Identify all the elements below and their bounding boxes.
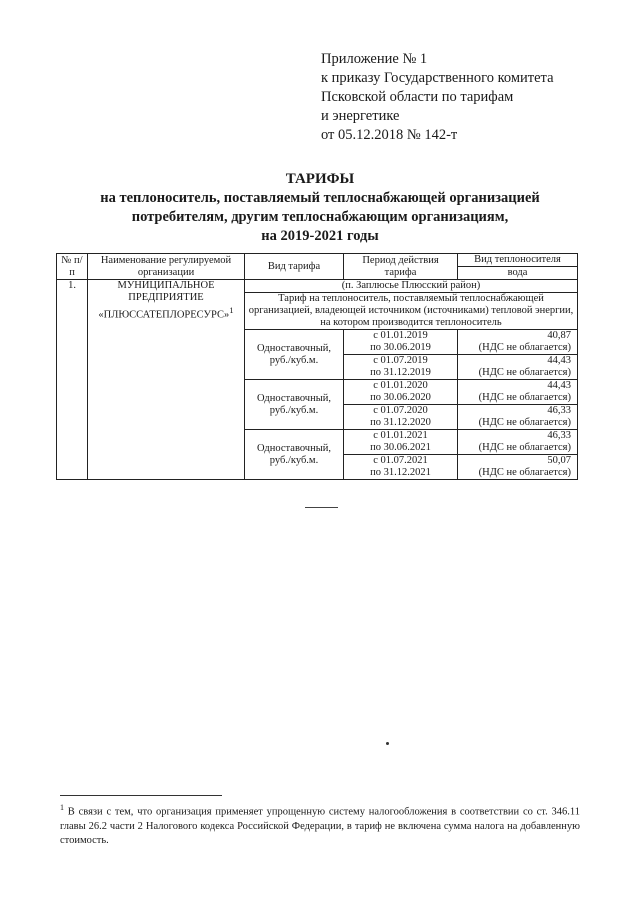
footnote-mark: 1 xyxy=(60,803,64,812)
period-to: по 30.06.2020 xyxy=(370,392,431,403)
appendix-line: от 05.12.2018 № 142-т xyxy=(321,127,458,143)
value-cell xyxy=(458,330,578,355)
period-from: с 01.01.2021 xyxy=(373,430,428,441)
row-org xyxy=(88,280,245,480)
stray-dot xyxy=(386,742,389,745)
period-from: с 01.07.2020 xyxy=(373,405,428,416)
period-cell xyxy=(344,380,458,405)
header-num: № п/п xyxy=(57,254,88,280)
row-location: (п. Заплюсье Плюсский район) xyxy=(245,280,578,293)
tariff-type-cell: Одноставочный, руб./куб.м. xyxy=(245,430,344,480)
period-from: с 01.07.2019 xyxy=(373,355,428,366)
appendix-line: Псковской области по тарифам xyxy=(321,89,514,105)
header-tariff-type: Вид тарифа xyxy=(245,254,344,280)
tariff-value: 44,43 xyxy=(547,380,571,391)
tariff-value: 50,07 xyxy=(547,455,571,466)
row-num: 1. xyxy=(57,280,88,480)
period-to: по 30.06.2019 xyxy=(370,342,431,353)
appendix-line: Приложение № 1 xyxy=(321,51,428,67)
vat-note: (НДС не облагается) xyxy=(478,367,571,378)
footnote-rule xyxy=(60,795,222,796)
value-cell xyxy=(458,355,578,380)
title-line: на теплоноситель, поставляемый теплоснабжающей организацией xyxy=(100,190,540,206)
title-line: на 2019-2021 годы xyxy=(261,228,379,244)
value-cell xyxy=(458,380,578,405)
row-description: Тариф на теплоноситель, поставляемый теплоснабжающей организацией, владеющей источником (источниками) тепловой энергии, на котором производится теплоноситель xyxy=(245,293,578,330)
tariff-value: 46,33 xyxy=(547,430,571,441)
header-period: Период действия тарифа xyxy=(344,254,458,280)
title-line: потребителям, другим теплоснабжающим организациям, xyxy=(131,209,509,225)
tariff-value: 40,87 xyxy=(547,330,571,341)
table-row xyxy=(57,280,578,293)
footnote-ref: 1 xyxy=(229,305,234,315)
period-to: по 31.12.2020 xyxy=(370,417,431,428)
period-from: с 01.07.2021 xyxy=(373,455,428,466)
period-from: с 01.01.2020 xyxy=(373,380,428,391)
vat-note: (НДС не облагается) xyxy=(478,467,571,478)
vat-note: (НДС не облагается) xyxy=(478,417,571,428)
period-to: по 30.06.2021 xyxy=(370,442,431,453)
header-water: вода xyxy=(458,267,578,280)
period-cell xyxy=(344,355,458,380)
period-cell xyxy=(344,405,458,430)
period-cell xyxy=(344,430,458,455)
value-cell xyxy=(458,455,578,480)
tariff-type-cell: Одноставочный, руб./куб.м. xyxy=(245,330,344,380)
vat-note: (НДС не облагается) xyxy=(478,342,571,353)
tariff-type-cell: Одноставочный, руб./куб.м. xyxy=(245,380,344,430)
title-main: ТАРИФЫ xyxy=(285,171,355,187)
appendix-line: и энергетике xyxy=(321,108,400,124)
document-title xyxy=(60,170,580,246)
table-header-row xyxy=(57,254,578,267)
footnote xyxy=(60,801,580,848)
appendix-block xyxy=(321,50,621,145)
vat-note: (НДС не облагается) xyxy=(478,442,571,453)
period-to: по 31.12.2019 xyxy=(370,367,431,378)
period-from: с 01.01.2019 xyxy=(373,330,428,341)
org-name: МУНИЦИПАЛЬНОЕ ПРЕДПРИЯТИЕ «ПЛЮССАТЕПЛОРЕСУРС» xyxy=(98,280,230,321)
tariff-table xyxy=(56,253,578,480)
period-cell xyxy=(344,455,458,480)
header-org: Наименование регулируемой организации xyxy=(88,254,245,280)
header-carrier: Вид теплоносителя xyxy=(458,254,578,267)
tariff-value: 44,43 xyxy=(547,355,571,366)
vat-note: (НДС не облагается) xyxy=(478,392,571,403)
separator-line xyxy=(305,507,338,508)
value-cell xyxy=(458,405,578,430)
appendix-line: к приказу Государственного комитета xyxy=(321,70,554,86)
value-cell xyxy=(458,430,578,455)
period-to: по 31.12.2021 xyxy=(370,467,431,478)
period-cell xyxy=(344,330,458,355)
footnote-text: В связи с тем, что организация применяет упрощенную систему налогообложения в соответствии со ст. 346.11 главы 26.2 части 2 Налогового кодекса Российской Федерации, в тариф не включена сумма налога на добавленную стоимость. xyxy=(60,806,581,846)
tariff-value: 46,33 xyxy=(547,405,571,416)
